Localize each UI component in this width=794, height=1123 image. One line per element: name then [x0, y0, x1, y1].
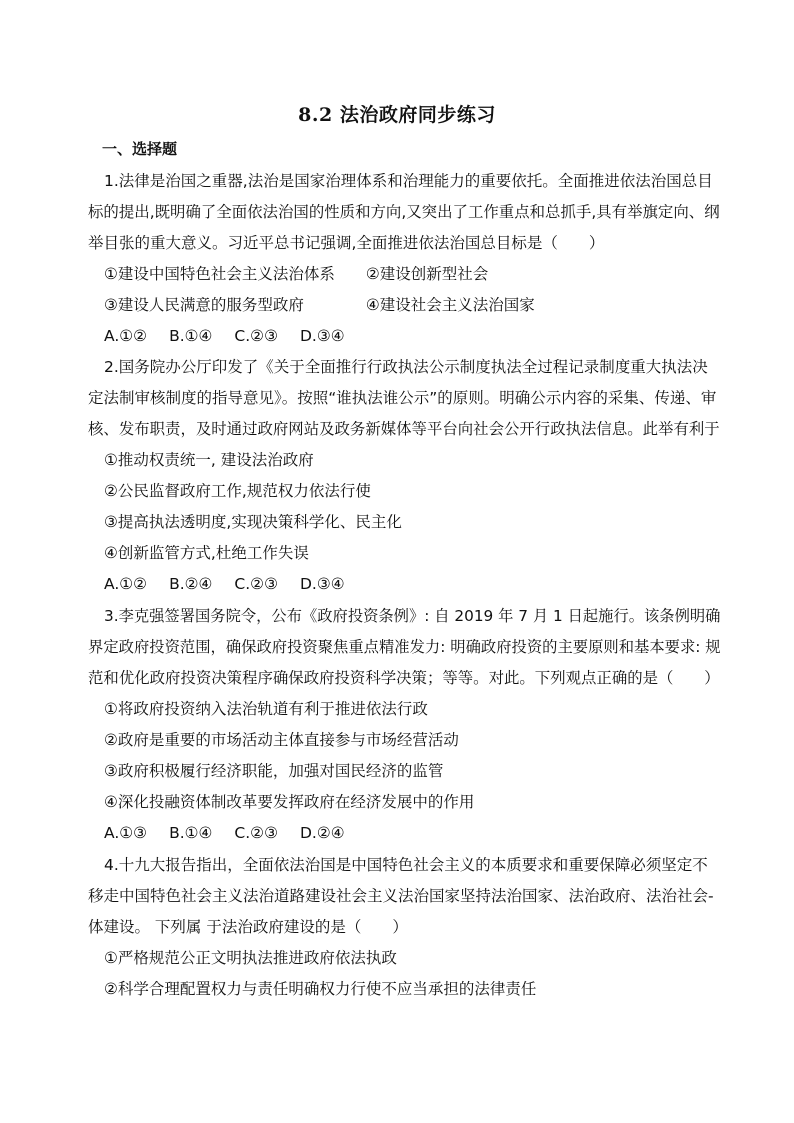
question-4-stem-line-1: 4.十九大报告指出，全面依法治国是中国特色社会主义的本质要求和重要保障必须坚定不	[104, 856, 708, 874]
question-1-item: ③建设人民满意的服务型政府 ④建设社会主义法治国家	[104, 296, 535, 314]
question-2-item: ①推动权责统一, 建设法治政府	[104, 451, 314, 469]
section-heading: 一、选择题	[102, 140, 178, 158]
option-a: A.①②	[104, 575, 148, 593]
question-4-stem-line-3: 体建设。 下列属 于法治政府建设的是（ ）	[88, 918, 408, 936]
question-1-stem-line-3: 举目张的重大意义。习近平总书记强调,全面推进依法治国总目标是（ ）	[88, 234, 605, 252]
option-c: C.②③	[234, 575, 278, 593]
option-b: B.①④	[169, 327, 213, 345]
question-2-stem-line-3: 核、发布职责，及时通过政府网站及政务新媒体等平台向社会公开行政执法信息。此举有利于	[88, 420, 720, 438]
question-4-stem-line-2: 移走中国特色社会主义法治道路建设社会主义法治国家坚持法治国家、法治政府、法治社会-	[88, 887, 714, 905]
question-3-item: ③政府积极履行经济职能，加强对国民经济的监管	[104, 762, 444, 780]
question-1-stem-line-1: 1.法律是治国之重器,法治是国家治理体系和治理能力的重要依托。全面推进依法治国总目	[104, 172, 713, 190]
option-b: B.②④	[169, 575, 213, 593]
question-2-item: ④创新监管方式,杜绝工作失误	[104, 544, 309, 562]
option-b: B.①④	[169, 824, 213, 842]
option-a: A.①③	[104, 824, 148, 842]
question-2-stem-line-1: 2.国务院办公厅印发了《关于全面推行行政执法公示制度执法全过程记录制度重大执法决	[104, 358, 708, 376]
question-2-stem-line-2: 定法制审核制度的指导意见》。按照“谁执法谁公示”的原则。明确公示内容的采集、传递、审	[88, 389, 717, 407]
question-3-item: ②政府是重要的市场活动主体直接参与市场经营活动	[104, 731, 459, 749]
question-2-item: ②公民监督政府工作,规范权力依法行使	[104, 482, 371, 500]
question-3-stem-line-3: 范和优化政府投资决策程序确保政府投资科学决策；等等。对此。下列观点正确的是（ ）	[88, 669, 720, 687]
option-d: D.③④	[299, 327, 345, 345]
option-d: D.②④	[299, 824, 345, 842]
question-3-item: ④深化投融资体制改革要发挥政府在经济发展中的作用	[104, 793, 475, 811]
option-a: A.①②	[104, 327, 148, 345]
question-3-stem-line-1: 3.李克强签署国务院令，公布《政府投资条例》: 自 2019 年 7 月 1 日起施行。该条例明确	[104, 607, 721, 625]
question-4-item: ②科学合理配置权力与责任明确权力行使不应当承担的法律责任	[104, 980, 537, 998]
question-3-stem-line-2: 界定政府投资范围，确保政府投资聚焦重点精准发力: 明确政府投资的主要原则和基本要求: 规	[88, 638, 721, 656]
question-3-options	[104, 823, 367, 843]
question-1-stem-line-2: 标的提出,既明确了全面依法治国的性质和方向,又突出了工作重点和总抓手,具有举旗定向、纲	[88, 203, 720, 221]
question-1-item: ①建设中国特色社会主义法治体系 ②建设创新型社会	[104, 265, 489, 283]
question-2-options	[104, 574, 367, 594]
option-c: C.②③	[234, 327, 278, 345]
question-2-item: ③提高执法透明度,实现决策科学化、民主化	[104, 513, 402, 531]
page-title: 8.2 法治政府同步练习	[298, 104, 496, 126]
question-1-options	[104, 326, 367, 346]
option-d: D.③④	[299, 575, 345, 593]
question-4-item: ①严格规范公正文明执法推进政府依法执政	[104, 949, 397, 967]
question-3-item: ①将政府投资纳入法治轨道有利于推进依法行政	[104, 700, 428, 718]
option-c: C.②③	[234, 824, 278, 842]
